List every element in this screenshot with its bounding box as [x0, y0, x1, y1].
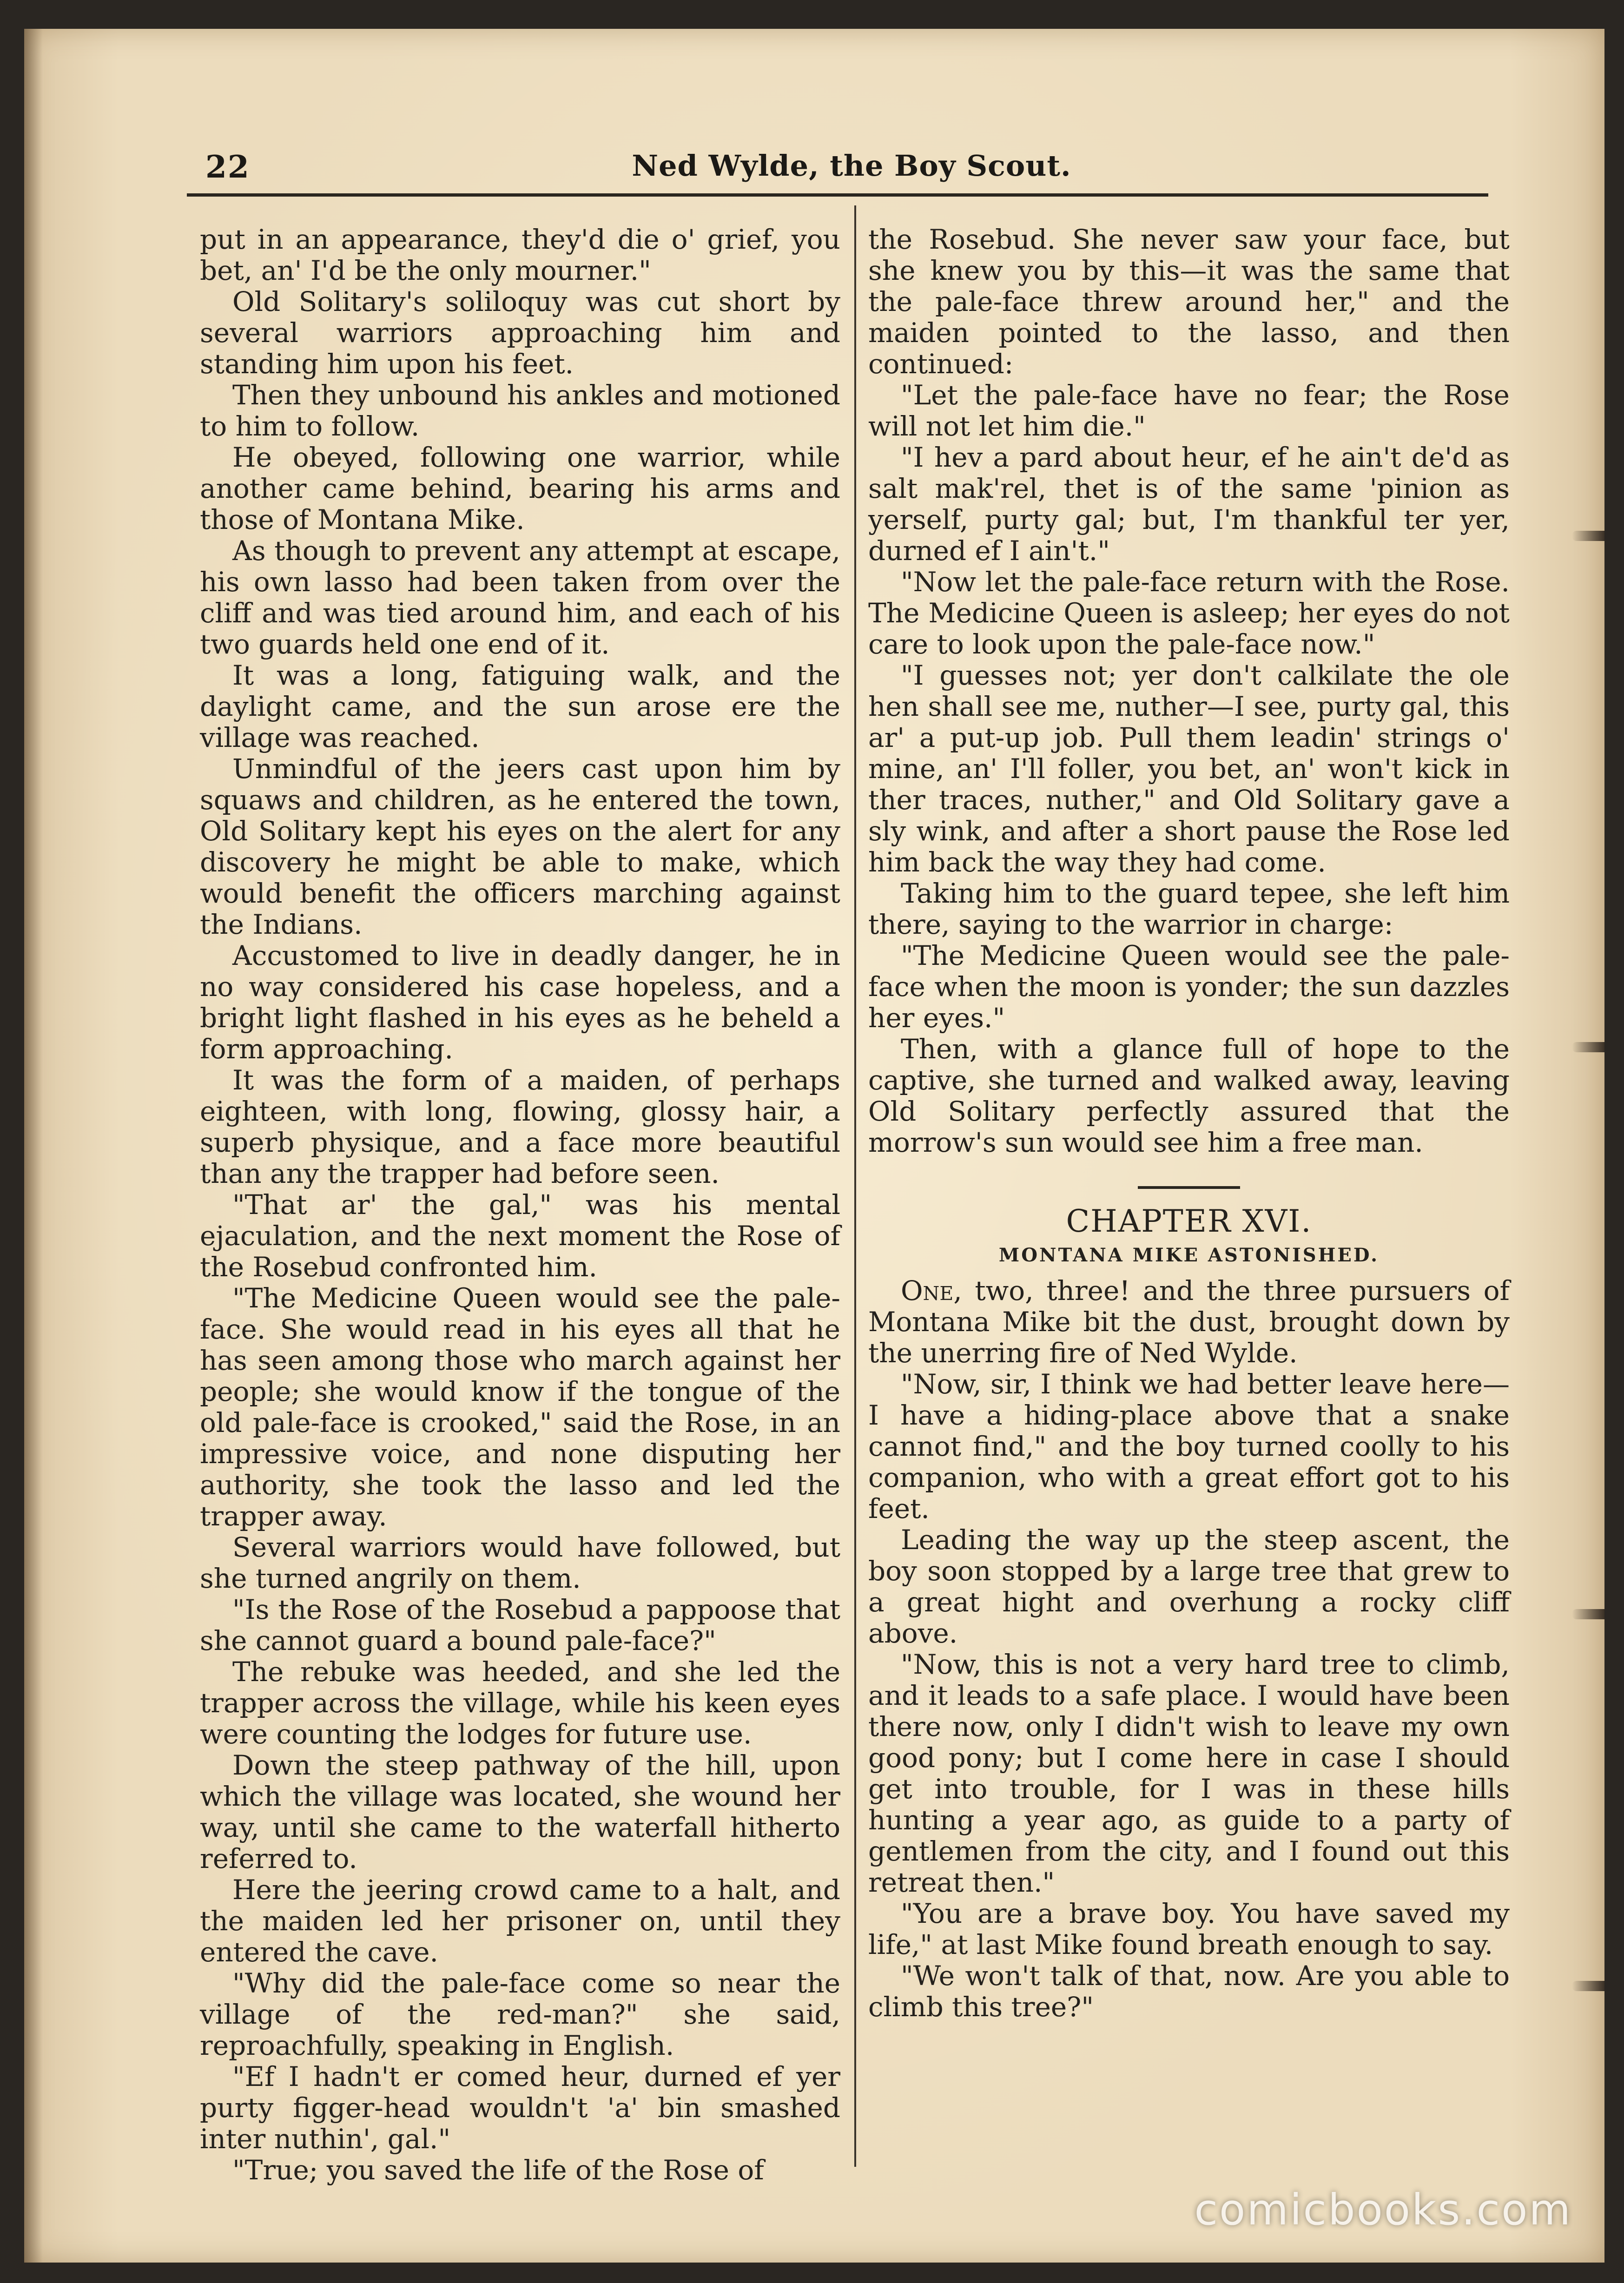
chapter-title: CHAPTER XVI.: [1066, 1203, 1312, 1239]
chapter-subtitle: MONTANA MIKE ASTONISHED.: [998, 1244, 1380, 1266]
paragraph: "Ef I hadn't er comed heur, durned ef yer purty figger-head wouldn't 'a' bin smashed inter nuthin', gal.": [200, 2061, 840, 2155]
paragraph: He obeyed, following one warrior, while another came behind, bearing his arms and those of Montana Mike.: [200, 442, 840, 535]
paragraph: "The Medicine Queen would see the pale-face when the moon is yonder; the sun dazzles her eyes.": [868, 940, 1510, 1034]
page-number: 22: [205, 149, 250, 185]
paragraph: Accustomed to live in deadly danger, he in no way considered his case hopeless, and a bright light flashed in his eyes as he beheld a form approaching.: [200, 940, 840, 1065]
paragraph: Several warriors would have followed, but she turned angrily on them.: [200, 1531, 840, 1594]
header-rule: [187, 193, 1488, 197]
watermark: comicbooks.com: [1194, 2185, 1572, 2235]
paragraph: The rebuke was heeded, and she led the trapper across the village, while his keen eyes were counting the lodges for future use.: [200, 1656, 840, 1750]
column-divider: [854, 205, 856, 2167]
chapter-first-paragraph: [868, 1275, 1510, 1369]
chapter-first-paragraph-text: , two, three! and the three pursuers of Montana Mike bit the dust, brought down by the unerring fire of Ned Wylde.: [868, 1275, 1510, 1369]
left-column: [200, 224, 840, 2186]
binding-shadow: [24, 29, 43, 2263]
paragraph: Leading the way up the steep ascent, the boy soon stopped by a large tree that grew to a great hight and overhung a rocky cliff above.: [868, 1524, 1510, 1649]
paragraph: "Let the pale-face have no fear; the Rose will not let him die.": [868, 379, 1510, 442]
page-header: [178, 122, 1525, 187]
paragraph: Then they unbound his ankles and motioned to him to follow.: [200, 379, 840, 442]
paragraph: "You are a brave boy. You have saved my life," at last Mike found breath enough to say.: [868, 1898, 1510, 1960]
chapter-first-word: One: [901, 1275, 954, 1306]
running-title: Ned Wylde, the Boy Scout.: [632, 149, 1071, 183]
paragraph: "I guesses not; yer don't calkilate the ole hen shall see me, nuther—I see, purty gal, this ar' a put-up job. Pull them leadin' strings o' mine, an' I'll foller, you bet, an' won't kick in ther traces, nuther," and Old Solitary gave a sly wink, and after a short pause the Rose led him back the way they had come.: [868, 660, 1510, 878]
paragraph: It was the form of a maiden, of perhaps eighteen, with long, flowing, glossy hair, a superb physique, and a face more beautiful than any the trapper had before seen.: [200, 1064, 840, 1189]
right-column: [868, 224, 1510, 2167]
paragraph: the Rosebud. She never saw your face, but she knew you by this—it was the same that the pale-face threw around her," and the maiden pointed to the lasso, and then continued:: [868, 224, 1510, 380]
paragraph: As though to prevent any attempt at escape, his own lasso had been taken from over the cliff and was tied around him, and each of his two guards held one end of it.: [200, 535, 840, 660]
paragraph: It was a long, fatiguing walk, and the daylight came, and the sun arose ere the village was reached.: [200, 660, 840, 753]
paragraph: put in an appearance, they'd die o' grief, you bet, an' I'd be the only mourner.": [200, 224, 840, 286]
paragraph: Down the steep pathway of the hill, upon which the village was located, she wound her way, until she came to the waterfall hitherto referred to.: [200, 1749, 840, 1874]
staple-mark: [1572, 1042, 1604, 1052]
paragraph: Then, with a glance full of hope to the captive, she turned and walked away, leaving Old Solitary perfectly assured that the morrow's sun would see him a free man.: [868, 1033, 1510, 1158]
paragraph: "Is the Rose of the Rosebud a pappoose that she cannot guard a bound pale-face?": [200, 1594, 840, 1656]
paragraph: Taking him to the guard tepee, she left him there, saying to the warrior in charge:: [868, 878, 1510, 940]
paragraph: "Now let the pale-face return with the Rose. The Medicine Queen is asleep; her eyes do not care to look upon the pale-face now.": [868, 566, 1510, 660]
paragraph: "That ar' the gal," was his mental ejaculation, and the next moment the Rose of the Rosebud confronted him.: [200, 1189, 840, 1283]
staple-mark: [1572, 1981, 1604, 1991]
staple-mark: [1572, 1609, 1604, 1619]
paragraph: "Now, this is not a very hard tree to climb, and it leads to a safe place. I would have been there now, only I didn't wish to leave my own good pony; but I come here in case I should get into trouble, for I was in these hills hunting a year ago, as guide to a party of gentlemen from the city, and I found out this retreat then.": [868, 1649, 1510, 1898]
paragraph: "I hev a pard about heur, ef he ain't de'd as salt mak'rel, thet is of the same 'pinion as yerself, purty gal; but, I'm thankful ter yer, durned ef I ain't.": [868, 442, 1510, 567]
paragraph: Here the jeering crowd came to a halt, and the maiden led her prisoner on, until they entered the cave.: [200, 1874, 840, 1968]
staple-mark: [1572, 531, 1604, 541]
paragraph: "Now, sir, I think we had better leave here—I have a hiding-place above that a snake cannot find," and the boy turned coolly to his companion, who with a great effort got to his feet.: [868, 1368, 1510, 1524]
paragraph: Unmindful of the jeers cast upon him by squaws and children, as he entered the town, Old Solitary kept his eyes on the alert for any discovery he might be able to make, which would benefit the officers marching against the Indians.: [200, 753, 840, 940]
paragraph: "The Medicine Queen would see the pale-face. She would read in his eyes all that he has seen among those who march against her people; she would know if the tongue of the old pale-face is crooked," said the Rose, in an impressive voice, and none disputing her authority, she took the lasso and led the trapper away.: [200, 1282, 840, 1532]
paragraph: "We won't talk of that, now. Are you able to climb this tree?": [868, 1960, 1510, 2023]
book-page: [24, 29, 1604, 2263]
paragraph: Old Solitary's soliloquy was cut short by several warriors approaching him and standing him upon his feet.: [200, 286, 840, 380]
paragraph: "True; you saved the life of the Rose of: [232, 2154, 764, 2186]
paragraph: "Why did the pale-face come so near the village of the red-man?" she said, reproachfully, speaking in English.: [200, 1967, 840, 2061]
chapter-separator: [1138, 1186, 1240, 1189]
